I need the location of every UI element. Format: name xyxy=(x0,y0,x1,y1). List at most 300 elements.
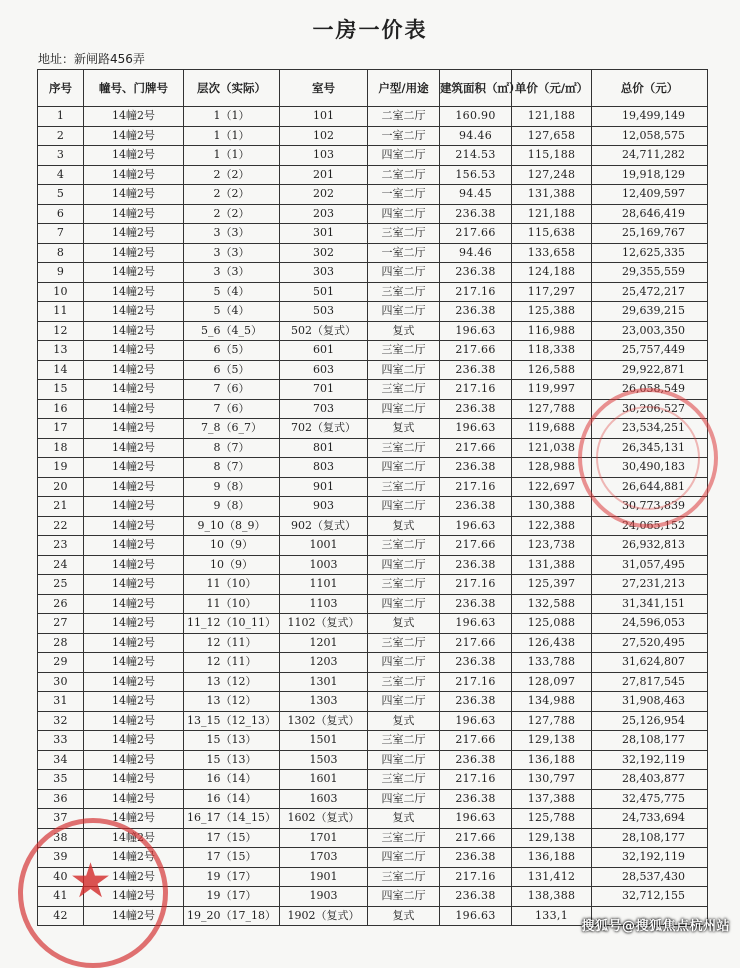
table-row xyxy=(38,809,708,829)
cell-area: 236.38 xyxy=(440,789,512,809)
cell-total-price: 27,817,545 xyxy=(592,672,708,692)
cell-type: 三室二厅 xyxy=(368,380,440,400)
table-row xyxy=(38,204,708,224)
table-row xyxy=(38,711,708,731)
cell-area: 236.38 xyxy=(440,750,512,770)
cell-room: 1201 xyxy=(280,633,368,653)
cell-index: 40 xyxy=(38,867,84,887)
header-unit-price: 单价（元/㎡） xyxy=(512,70,592,107)
cell-room: 1902（复式） xyxy=(280,906,368,926)
cell-total-price: 29,922,871 xyxy=(592,360,708,380)
cell-room: 1503 xyxy=(280,750,368,770)
cell-type: 四室二厅 xyxy=(368,360,440,380)
cell-building: 14幢2号 xyxy=(84,692,184,712)
table-row xyxy=(38,282,708,302)
cell-index: 21 xyxy=(38,497,84,517)
cell-index: 28 xyxy=(38,633,84,653)
cell-building: 14幢2号 xyxy=(84,282,184,302)
cell-type: 复式 xyxy=(368,711,440,731)
cell-unit-price: 123,738 xyxy=(512,536,592,556)
cell-building: 14幢2号 xyxy=(84,672,184,692)
cell-total-price: 30,206,527 xyxy=(592,399,708,419)
cell-unit-price: 126,438 xyxy=(512,633,592,653)
cell-area: 236.38 xyxy=(440,692,512,712)
table-row xyxy=(38,380,708,400)
table-row xyxy=(38,302,708,322)
table-row xyxy=(38,360,708,380)
cell-total-price: 31,908,463 xyxy=(592,692,708,712)
cell-floor: 1（1） xyxy=(184,146,280,166)
cell-area: 236.38 xyxy=(440,887,512,907)
table-row xyxy=(38,497,708,517)
cell-building: 14幢2号 xyxy=(84,497,184,517)
cell-area: 94.46 xyxy=(440,243,512,263)
cell-total-price: 12,409,597 xyxy=(592,185,708,205)
cell-unit-price: 129,138 xyxy=(512,828,592,848)
cell-floor: 19（17） xyxy=(184,867,280,887)
cell-index: 39 xyxy=(38,848,84,868)
cell-area: 217.16 xyxy=(440,380,512,400)
cell-area: 236.38 xyxy=(440,555,512,575)
cell-room: 1102（复式） xyxy=(280,614,368,634)
cell-index: 9 xyxy=(38,263,84,283)
cell-area: 236.38 xyxy=(440,360,512,380)
table-row xyxy=(38,594,708,614)
cell-index: 25 xyxy=(38,575,84,595)
cell-building: 14幢2号 xyxy=(84,653,184,673)
cell-type: 复式 xyxy=(368,419,440,439)
cell-type: 复式 xyxy=(368,906,440,926)
cell-type: 三室二厅 xyxy=(368,282,440,302)
cell-area: 196.63 xyxy=(440,516,512,536)
cell-total-price: 25,126,954 xyxy=(592,711,708,731)
cell-total-price: 31,624,807 xyxy=(592,653,708,673)
cell-area: 217.16 xyxy=(440,575,512,595)
cell-area: 196.63 xyxy=(440,614,512,634)
cell-building: 14幢2号 xyxy=(84,263,184,283)
cell-total-price: 12,058,575 xyxy=(592,126,708,146)
cell-index: 6 xyxy=(38,204,84,224)
header-type: 户型/用途 xyxy=(368,70,440,107)
cell-type: 四室二厅 xyxy=(368,653,440,673)
cell-index: 5 xyxy=(38,185,84,205)
cell-room: 1101 xyxy=(280,575,368,595)
cell-total-price: 19,918,129 xyxy=(592,165,708,185)
cell-room: 1103 xyxy=(280,594,368,614)
cell-building: 14幢2号 xyxy=(84,321,184,341)
cell-index: 20 xyxy=(38,477,84,497)
cell-unit-price: 122,697 xyxy=(512,477,592,497)
cell-floor: 5（4） xyxy=(184,282,280,302)
cell-floor: 17（15） xyxy=(184,828,280,848)
table-row xyxy=(38,321,708,341)
cell-type: 复式 xyxy=(368,516,440,536)
cell-index: 36 xyxy=(38,789,84,809)
cell-floor: 7（6） xyxy=(184,380,280,400)
cell-building: 14幢2号 xyxy=(84,302,184,322)
cell-index: 18 xyxy=(38,438,84,458)
cell-room: 1701 xyxy=(280,828,368,848)
cell-building: 14幢2号 xyxy=(84,399,184,419)
cell-index: 42 xyxy=(38,906,84,926)
header-area: 建筑面积（㎡） xyxy=(440,70,512,107)
cell-total-price: 23,534,251 xyxy=(592,419,708,439)
table-row xyxy=(38,224,708,244)
cell-floor: 10（9） xyxy=(184,536,280,556)
cell-index: 11 xyxy=(38,302,84,322)
cell-unit-price: 117,297 xyxy=(512,282,592,302)
cell-total-price: 32,192,119 xyxy=(592,750,708,770)
cell-unit-price: 136,188 xyxy=(512,848,592,868)
cell-area: 214.53 xyxy=(440,146,512,166)
cell-floor: 2（2） xyxy=(184,165,280,185)
cell-type: 四室二厅 xyxy=(368,848,440,868)
cell-floor: 2（2） xyxy=(184,204,280,224)
table-row xyxy=(38,867,708,887)
cell-unit-price: 134,988 xyxy=(512,692,592,712)
cell-unit-price: 119,688 xyxy=(512,419,592,439)
cell-room: 1003 xyxy=(280,555,368,575)
cell-area: 217.16 xyxy=(440,867,512,887)
cell-floor: 17（15） xyxy=(184,848,280,868)
cell-type: 三室二厅 xyxy=(368,575,440,595)
table-row xyxy=(38,633,708,653)
cell-room: 703 xyxy=(280,399,368,419)
cell-building: 14幢2号 xyxy=(84,146,184,166)
cell-building: 14幢2号 xyxy=(84,243,184,263)
cell-area: 236.38 xyxy=(440,497,512,517)
cell-floor: 13_15（12_13） xyxy=(184,711,280,731)
cell-building: 14幢2号 xyxy=(84,516,184,536)
cell-room: 302 xyxy=(280,243,368,263)
cell-type: 二室二厅 xyxy=(368,107,440,127)
table-row xyxy=(38,126,708,146)
cell-area: 236.38 xyxy=(440,594,512,614)
cell-floor: 6（5） xyxy=(184,360,280,380)
table-row xyxy=(38,146,708,166)
cell-building: 14幢2号 xyxy=(84,848,184,868)
cell-unit-price: 132,588 xyxy=(512,594,592,614)
cell-total-price: 31,341,151 xyxy=(592,594,708,614)
cell-index: 16 xyxy=(38,399,84,419)
table-row xyxy=(38,536,708,556)
cell-total-price: 28,108,177 xyxy=(592,731,708,751)
cell-floor: 12（11） xyxy=(184,653,280,673)
cell-floor: 3（3） xyxy=(184,224,280,244)
table-row xyxy=(38,828,708,848)
cell-building: 14幢2号 xyxy=(84,458,184,478)
cell-area: 236.38 xyxy=(440,204,512,224)
cell-type: 四室二厅 xyxy=(368,497,440,517)
table-row xyxy=(38,165,708,185)
star-icon: ★ xyxy=(69,853,113,909)
cell-building: 14幢2号 xyxy=(84,380,184,400)
cell-unit-price: 133,658 xyxy=(512,243,592,263)
cell-area: 196.63 xyxy=(440,711,512,731)
table-row xyxy=(38,614,708,634)
cell-unit-price: 121,188 xyxy=(512,107,592,127)
cell-room: 803 xyxy=(280,458,368,478)
cell-index: 26 xyxy=(38,594,84,614)
cell-type: 三室二厅 xyxy=(368,731,440,751)
cell-room: 1303 xyxy=(280,692,368,712)
cell-building: 14幢2号 xyxy=(84,477,184,497)
cell-floor: 11_12（10_11） xyxy=(184,614,280,634)
cell-area: 217.66 xyxy=(440,633,512,653)
cell-type: 三室二厅 xyxy=(368,672,440,692)
cell-building: 14幢2号 xyxy=(84,731,184,751)
cell-type: 四室二厅 xyxy=(368,750,440,770)
cell-total-price: 28,108,177 xyxy=(592,828,708,848)
cell-area: 236.38 xyxy=(440,399,512,419)
cell-total-price: 32,712,155 xyxy=(592,887,708,907)
cell-area: 236.38 xyxy=(440,848,512,868)
cell-building: 14幢2号 xyxy=(84,107,184,127)
cell-type: 四室二厅 xyxy=(368,399,440,419)
cell-room: 1703 xyxy=(280,848,368,868)
cell-unit-price: 127,788 xyxy=(512,711,592,731)
cell-area: 94.45 xyxy=(440,185,512,205)
cell-area: 160.90 xyxy=(440,107,512,127)
cell-room: 702（复式） xyxy=(280,419,368,439)
cell-unit-price: 137,388 xyxy=(512,789,592,809)
cell-index: 31 xyxy=(38,692,84,712)
cell-unit-price: 133,788 xyxy=(512,653,592,673)
cell-unit-price: 121,038 xyxy=(512,438,592,458)
cell-building: 14幢2号 xyxy=(84,867,184,887)
cell-room: 603 xyxy=(280,360,368,380)
cell-room: 901 xyxy=(280,477,368,497)
cell-type: 四室二厅 xyxy=(368,302,440,322)
cell-index: 1 xyxy=(38,107,84,127)
cell-type: 二室二厅 xyxy=(368,165,440,185)
cell-area: 196.63 xyxy=(440,906,512,926)
cell-type: 四室二厅 xyxy=(368,204,440,224)
table-row xyxy=(38,477,708,497)
cell-building: 14幢2号 xyxy=(84,419,184,439)
cell-building: 14幢2号 xyxy=(84,536,184,556)
cell-room: 1203 xyxy=(280,653,368,673)
cell-room: 601 xyxy=(280,341,368,361)
table-row xyxy=(38,731,708,751)
cell-type: 三室二厅 xyxy=(368,828,440,848)
cell-room: 102 xyxy=(280,126,368,146)
cell-floor: 3（3） xyxy=(184,263,280,283)
cell-unit-price: 138,388 xyxy=(512,887,592,907)
cell-total-price: 24,065,152 xyxy=(592,516,708,536)
table-row xyxy=(38,770,708,790)
cell-type: 复式 xyxy=(368,614,440,634)
page-title: 一房一价表 xyxy=(312,18,428,42)
cell-total-price: 24,733,694 xyxy=(592,809,708,829)
header-index: 序号 xyxy=(38,70,84,107)
cell-total-price: 29,639,215 xyxy=(592,302,708,322)
cell-index: 10 xyxy=(38,282,84,302)
cell-room: 501 xyxy=(280,282,368,302)
cell-area: 217.66 xyxy=(440,224,512,244)
table-row xyxy=(38,555,708,575)
cell-index: 19 xyxy=(38,458,84,478)
cell-floor: 13（12） xyxy=(184,672,280,692)
cell-index: 14 xyxy=(38,360,84,380)
cell-area: 217.16 xyxy=(440,672,512,692)
cell-area: 217.16 xyxy=(440,477,512,497)
cell-type: 四室二厅 xyxy=(368,692,440,712)
cell-total-price: 26,058,549 xyxy=(592,380,708,400)
cell-total-price: 24,596,053 xyxy=(592,614,708,634)
cell-total-price: 31,057,495 xyxy=(592,555,708,575)
table-row xyxy=(38,887,708,907)
cell-unit-price: 125,397 xyxy=(512,575,592,595)
table-body xyxy=(38,107,708,926)
cell-unit-price: 124,188 xyxy=(512,263,592,283)
cell-room: 902（复式） xyxy=(280,516,368,536)
cell-type: 一室二厅 xyxy=(368,185,440,205)
cell-area: 236.38 xyxy=(440,302,512,322)
table-row xyxy=(38,263,708,283)
cell-index: 15 xyxy=(38,380,84,400)
cell-index: 33 xyxy=(38,731,84,751)
cell-index: 24 xyxy=(38,555,84,575)
header-room: 室号 xyxy=(280,70,368,107)
cell-index: 8 xyxy=(38,243,84,263)
cell-index: 2 xyxy=(38,126,84,146)
cell-floor: 7_8（6_7） xyxy=(184,419,280,439)
table-row xyxy=(38,438,708,458)
cell-room: 303 xyxy=(280,263,368,283)
cell-room: 1601 xyxy=(280,770,368,790)
cell-total-price: 32,192,119 xyxy=(592,848,708,868)
table-row xyxy=(38,653,708,673)
cell-area: 236.38 xyxy=(440,653,512,673)
cell-unit-price: 129,138 xyxy=(512,731,592,751)
cell-type: 三室二厅 xyxy=(368,633,440,653)
cell-index: 27 xyxy=(38,614,84,634)
cell-floor: 8（7） xyxy=(184,458,280,478)
cell-floor: 13（12） xyxy=(184,692,280,712)
cell-unit-price: 115,638 xyxy=(512,224,592,244)
cell-type: 四室二厅 xyxy=(368,594,440,614)
cell-room: 301 xyxy=(280,224,368,244)
cell-unit-price: 119,997 xyxy=(512,380,592,400)
cell-building: 14幢2号 xyxy=(84,614,184,634)
cell-area: 217.66 xyxy=(440,438,512,458)
cell-total-price: 32,475,775 xyxy=(592,789,708,809)
cell-room: 1501 xyxy=(280,731,368,751)
cell-index: 37 xyxy=(38,809,84,829)
cell-floor: 5（4） xyxy=(184,302,280,322)
cell-floor: 19_20（17_18） xyxy=(184,906,280,926)
cell-building: 14幢2号 xyxy=(84,789,184,809)
cell-total-price: 27,520,495 xyxy=(592,633,708,653)
cell-type: 三室二厅 xyxy=(368,341,440,361)
cell-room: 1001 xyxy=(280,536,368,556)
cell-type: 三室二厅 xyxy=(368,438,440,458)
address-line: 地址：新闸路456弄 xyxy=(38,52,145,66)
cell-floor: 5_6（4_5） xyxy=(184,321,280,341)
cell-room: 1903 xyxy=(280,887,368,907)
cell-unit-price: 127,788 xyxy=(512,399,592,419)
cell-total-price: 26,345,131 xyxy=(592,438,708,458)
cell-area: 236.38 xyxy=(440,263,512,283)
cell-floor: 15（13） xyxy=(184,731,280,751)
table-header-row xyxy=(38,70,708,107)
cell-area: 217.16 xyxy=(440,770,512,790)
cell-room: 903 xyxy=(280,497,368,517)
cell-index: 32 xyxy=(38,711,84,731)
cell-index: 3 xyxy=(38,146,84,166)
cell-total-price: 28,403,877 xyxy=(592,770,708,790)
cell-unit-price: 128,097 xyxy=(512,672,592,692)
cell-building: 14幢2号 xyxy=(84,185,184,205)
cell-building: 14幢2号 xyxy=(84,828,184,848)
cell-area: 236.38 xyxy=(440,458,512,478)
cell-unit-price: 131,388 xyxy=(512,555,592,575)
table-row xyxy=(38,848,708,868)
header-floor: 层次（实际） xyxy=(184,70,280,107)
cell-unit-price: 131,388 xyxy=(512,185,592,205)
cell-index: 22 xyxy=(38,516,84,536)
cell-building: 14幢2号 xyxy=(84,165,184,185)
cell-unit-price: 127,658 xyxy=(512,126,592,146)
table-row xyxy=(38,516,708,536)
cell-room: 1301 xyxy=(280,672,368,692)
cell-total-price: 26,644,881 xyxy=(592,477,708,497)
cell-total-price: 19,499,149 xyxy=(592,107,708,127)
cell-building: 14幢2号 xyxy=(84,224,184,244)
cell-type: 复式 xyxy=(368,321,440,341)
cell-index: 23 xyxy=(38,536,84,556)
header-total-price: 总价（元） xyxy=(592,70,708,107)
cell-building: 14幢2号 xyxy=(84,594,184,614)
cell-type: 三室二厅 xyxy=(368,536,440,556)
cell-unit-price: 128,988 xyxy=(512,458,592,478)
table-row xyxy=(38,185,708,205)
cell-building: 14幢2号 xyxy=(84,438,184,458)
cell-unit-price: 130,797 xyxy=(512,770,592,790)
cell-building: 14幢2号 xyxy=(84,204,184,224)
cell-building: 14幢2号 xyxy=(84,341,184,361)
cell-total-price: 30,490,183 xyxy=(592,458,708,478)
cell-building: 14幢2号 xyxy=(84,711,184,731)
cell-floor: 16_17（14_15） xyxy=(184,809,280,829)
cell-total-price: 28,537,430 xyxy=(592,867,708,887)
cell-room: 103 xyxy=(280,146,368,166)
cell-room: 1603 xyxy=(280,789,368,809)
cell-unit-price: 116,988 xyxy=(512,321,592,341)
cell-floor: 9_10（8_9） xyxy=(184,516,280,536)
cell-floor: 8（7） xyxy=(184,438,280,458)
cell-unit-price: 115,188 xyxy=(512,146,592,166)
cell-floor: 6（5） xyxy=(184,341,280,361)
cell-area: 217.66 xyxy=(440,828,512,848)
table-row xyxy=(38,107,708,127)
cell-building: 14幢2号 xyxy=(84,750,184,770)
cell-room: 203 xyxy=(280,204,368,224)
header-building: 幢号、门牌号 xyxy=(84,70,184,107)
cell-floor: 16（14） xyxy=(184,770,280,790)
cell-type: 四室二厅 xyxy=(368,555,440,575)
cell-area: 196.63 xyxy=(440,419,512,439)
cell-type: 四室二厅 xyxy=(368,887,440,907)
cell-unit-price: 125,088 xyxy=(512,614,592,634)
cell-floor: 11（10） xyxy=(184,575,280,595)
cell-unit-price: 125,388 xyxy=(512,302,592,322)
cell-type: 四室二厅 xyxy=(368,263,440,283)
cell-floor: 9（8） xyxy=(184,477,280,497)
cell-building: 14幢2号 xyxy=(84,360,184,380)
cell-area: 217.16 xyxy=(440,282,512,302)
